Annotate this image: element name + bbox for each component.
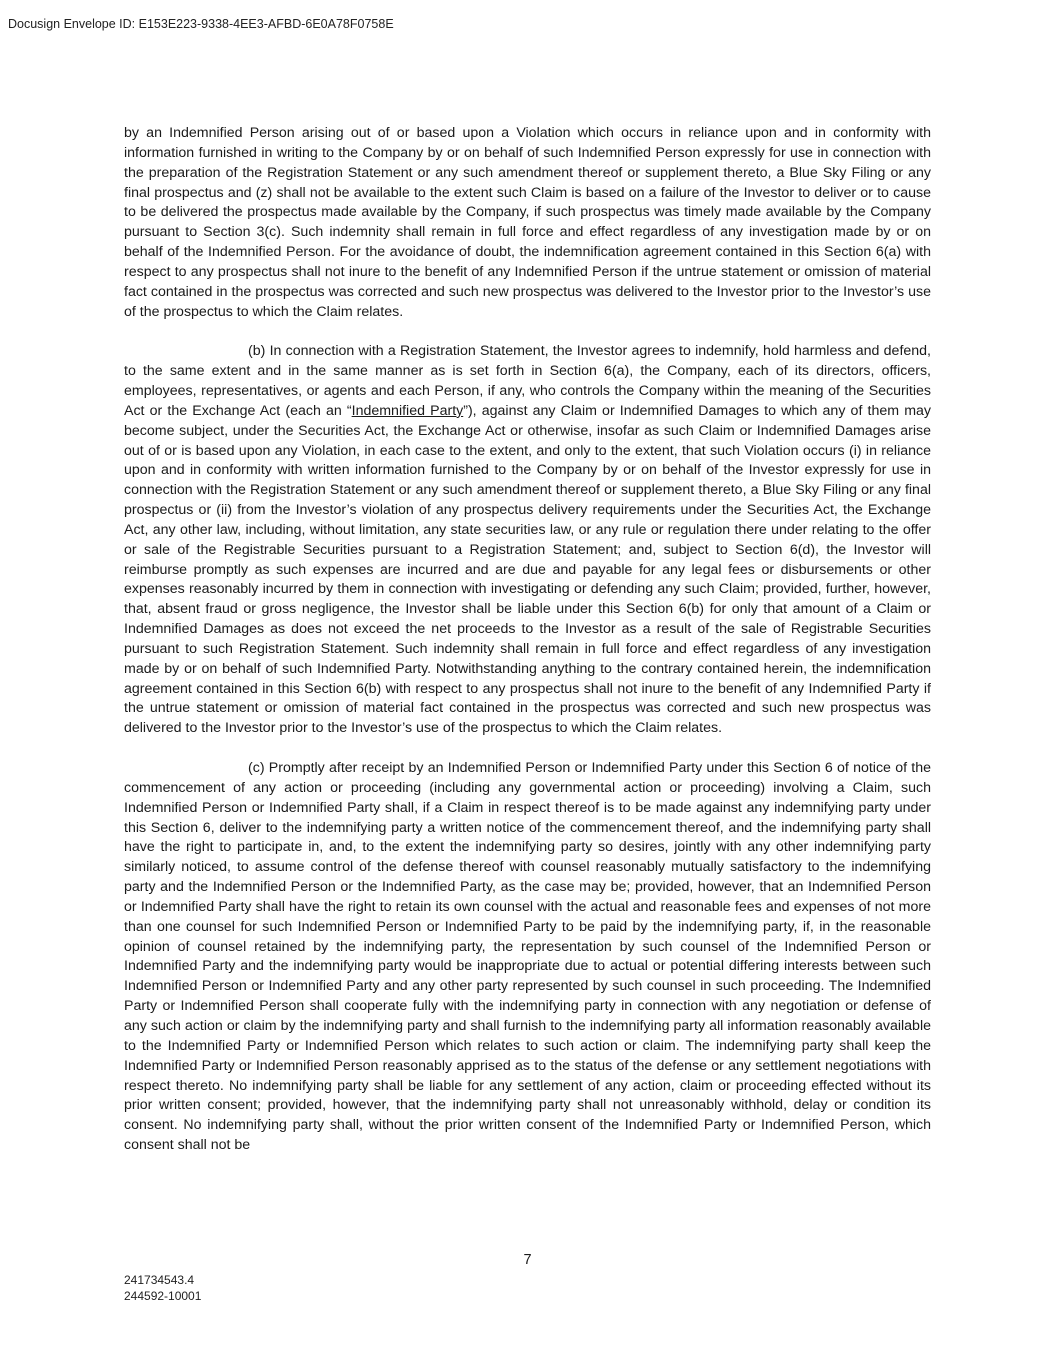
page-number: 7 bbox=[523, 1252, 532, 1268]
document-identifier bbox=[124, 1273, 201, 1304]
docusign-envelope-id: Docusign Envelope ID: E153E223-9338-4EE3-AFBD-6E0A78F0758E bbox=[8, 17, 394, 31]
paragraph-6b bbox=[124, 342, 931, 739]
paragraph-6b-text-after: ”), against any Claim or Indemnified Damages to which any of them may become subject, under the Securities Act, the Exchange Act or otherwise, insofar as such Claim or Indemnified Damages arise out of or is based upon any Violation, in each case to the extent, and only to the extent, that such Violation occurs (i) in reliance upon and in conformity with written information furnished to the Company by or on behalf of the Investor expressly for use in connection with the Registration Statement or any such amendment thereof or supplement thereto, a Blue Sky Filing or any final prospectus or (ii) from the Investor’s violation of any prospectus delivery requirements under the Securities Act, the Exchange Act, any other law, including, without limitation, any state securities law, or any rule or regulation there under relating to the offer or sale of the Registrable Securities pursuant to a Registration Statement; and, subject to Section 6(d), the Investor will reimburse promptly as such expenses are incurred and are due and payable for any legal fees or disbursements or other expenses reasonably incurred by them in connection with investigating or defending any such Claim; provided, further, however, that, absent fraud or gross negligence, the Investor shall be liable under this Section 6(b) for only that amount of a Claim or Indemnified Damages as does not exceed the net proceeds to the Investor as a result of the sale of Registrable Securities pursuant to such Registration Statement. Such indemnity shall remain in full force and effect regardless of any investigation made by or on behalf of such Indemnified Party. Notwithstanding anything to the contrary contained herein, the indemnification agreement contained in this Section 6(b) with respect to any prospectus shall not inure to the benefit of any Indemnified Party if the untrue statement or omission of material fact contained in the prospectus was corrected and such new prospectus was delivered to the Investor prior to the Investor’s use of the prospectus to which the Claim relates. bbox=[124, 402, 931, 737]
doc-number-secondary: 244592-10001 bbox=[124, 1288, 202, 1303]
paragraph-6b-text-before: (b) In connection with a Registration Statement, the Investor agrees to indemnify, hold harmless and defend, to the same extent and in the same manner as is set forth in Section 6(a), the Company, each of its directors, officers, employees, representatives, or agents and each Person, if any, who controls the Company within the meaning of the Securities Act or the Exchange Act (each an “ bbox=[124, 343, 931, 419]
doc-number-primary: 241734543.4 bbox=[124, 1273, 195, 1287]
defined-term-indemnified-party: Indemnified Party bbox=[351, 402, 464, 419]
document-body bbox=[124, 124, 931, 1176]
paragraph-6c: (c) Promptly after receipt by an Indemnified Person or Indemnified Party under this Section 6 of notice of the commencement of any action or proceeding (including any governmental action or proceeding) involving a Claim, such Indemnified Person or Indemnified Party shall, if a Claim in respect thereof is to be made against any indemnifying party under this Section 6, deliver to the indemnifying party a written notice of the commencement thereof, and the indemnifying party shall have the right to participate in, and, to the extent the indemnifying party so desires, jointly with any other indemnifying party similarly noticed, to assume control of the defense thereof with counsel reasonably mutually satisfactory to the indemnifying party and the Indemnified Person or the Indemnified Party, as the case may be; provided, however, that an Indemnified Person or Indemnified Party shall have the right to retain its own counsel with the actual and reasonable fees and expenses of not more than one counsel for such Indemnified Person or Indemnified Party to be paid by the indemnifying party, if, in the reasonable opinion of counsel retained by the indemnifying party, the representation by such counsel of the Indemnified Person or Indemnified Party and the indemnifying party would be inappropriate due to actual or potential differing interests between such Indemnified Person or Indemnified Party and any other party represented by such counsel in such proceeding. The Indemnified Party or Indemnified Person shall cooperate fully with the indemnifying party in connection with any negotiation or defense of any such action or claim by the indemnifying party and shall furnish to the indemnifying party all information reasonably available to the Indemnified Party or Indemnified Person which relates to such action or claim. The indemnifying party shall keep the Indemnified Party or Indemnified Person reasonably apprised as to the status of the defense or any settlement negotiations with respect thereto. No indemnifying party shall be liable for any settlement of any action, claim or proceeding effected without its prior written consent; provided, however, that the indemnifying party shall not unreasonably withhold, delay or condition its consent. No indemnifying party shall, without the prior written consent of the Indemnified Party or Indemnified Person, which consent shall not be bbox=[124, 760, 931, 1154]
paragraph-6a-continuation: by an Indemnified Person arising out of or based upon a Violation which occurs in reliance upon and in conformity with information furnished in writing to the Company by or on behalf of such Indemnified Person expressly for use in connection with the preparation of the Registration Statement or any such amendment thereof or supplement thereto, a Blue Sky Filing or any final prospectus and (z) shall not be available to the extent such Claim is based on a failure of the Investor to deliver or to cause to be delivered the prospectus made available by the Company, if such prospectus was timely made available by the Company pursuant to Section 3(c). Such indemnity shall remain in full force and effect regardless of any investigation made by or on behalf of the Indemnified Person. For the avoidance of doubt, the indemnification agreement contained in this Section 6(a) with respect to any prospectus shall not inure to the benefit of any Indemnified Person if the untrue statement or omission of material fact contained in the prospectus was corrected and such new prospectus was delivered to the Investor prior to the Investor’s use of the prospectus to which the Claim relates. bbox=[124, 125, 931, 320]
